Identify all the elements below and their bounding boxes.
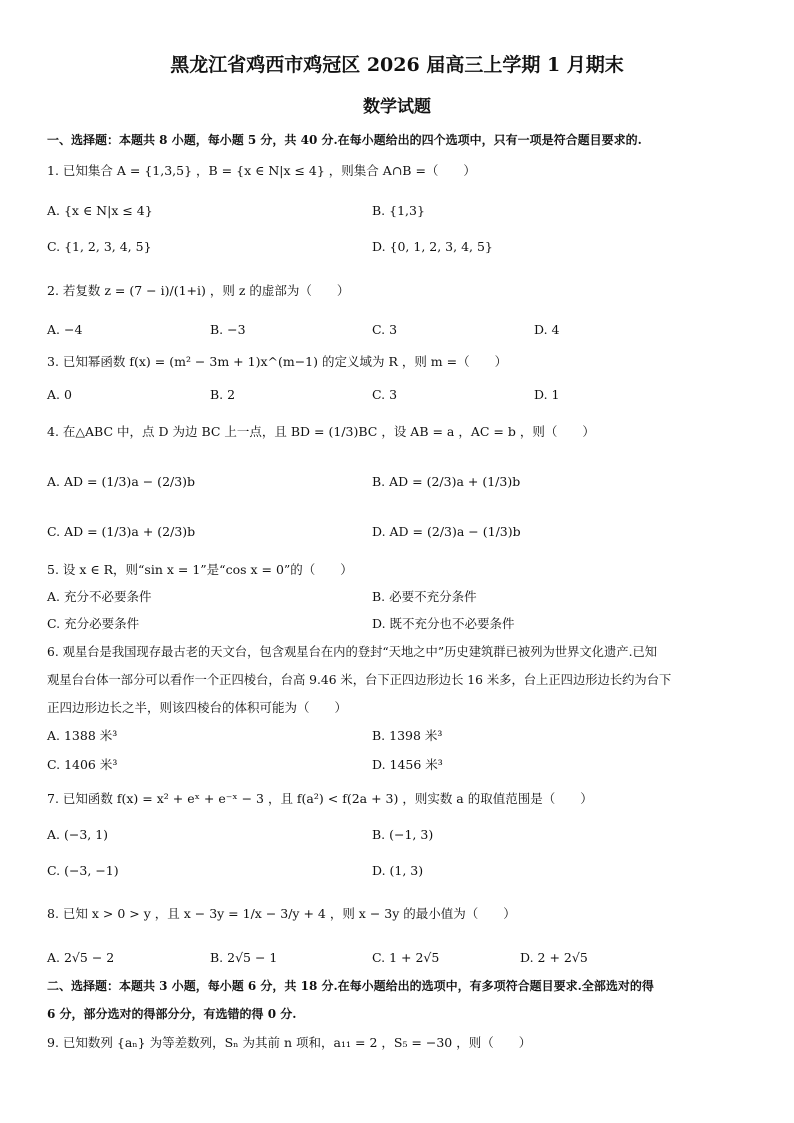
question-3-option-a: A. 0 — [47, 387, 72, 402]
question-4-option-b: B. AD = (2/3)a + (1/3)b — [372, 474, 521, 489]
question-6-option-a: A. 1388 米³ — [47, 728, 118, 743]
question-5-stem: 5. 设 x ∈ R，则“sin x = 1”是“cos x = 0”的（ ） — [47, 562, 353, 577]
question-7-option-a: A. (−3, 1) — [47, 827, 109, 842]
question-8-option-c: C. 1 + 2√5 — [372, 950, 440, 965]
question-5-option-d: D. 既不充分也不必要条件 — [372, 616, 515, 631]
question-5-option-a: A. 充分不必要条件 — [47, 589, 152, 604]
question-8-stem: 8. 已知 x > 0 > y ，且 x − 3y = 1/x − 3/y + 4 ，则 x − 3y 的最小值为（ ） — [47, 906, 516, 921]
question-6-line-2: 观星台台体一部分可以看作一个正四棱台，台高 9.46 米，台下正四边形边长 16 米多，台上正四边形边长约为台下 — [47, 673, 672, 687]
question-4-option-d: D. AD = (2/3)a − (1/3)b — [372, 524, 521, 539]
question-4-option-a: A. AD = (1/3)a − (2/3)b — [47, 474, 196, 489]
exam-title: 黑龙江省鸡西市鸡冠区 2026 届高三上学期 1 月期末 — [170, 54, 624, 76]
question-1-option-b: B. {1,3} — [372, 203, 425, 218]
question-4-stem: 4. 在△ABC 中，点 D 为边 BC 上一点，且 BD = (1/3)BC ，设 AB = a ，AC = b ，则（ ） — [47, 424, 595, 439]
question-4-option-c: C. AD = (1/3)a + (2/3)b — [47, 524, 196, 539]
question-8-option-a: A. 2√5 − 2 — [47, 950, 115, 965]
question-7-option-b: B. (−1, 3) — [372, 827, 434, 842]
question-6-option-d: D. 1456 米³ — [372, 757, 443, 772]
question-3-option-c: C. 3 — [372, 387, 398, 402]
question-8-option-d: D. 2 + 2√5 — [520, 950, 588, 965]
question-5-option-c: C. 充分必要条件 — [47, 616, 140, 631]
question-5-option-b: B. 必要不充分条件 — [372, 589, 477, 604]
question-7-option-d: D. (1, 3) — [372, 863, 424, 878]
question-3-option-d: D. 1 — [534, 387, 560, 402]
question-1-option-a: A. {x ∈ N|x ≤ 4} — [47, 203, 153, 218]
question-2-option-d: D. 4 — [534, 322, 560, 337]
exam-subtitle: 数学试题 — [363, 97, 431, 117]
section-heading-2-line-2: 6 分，部分选对的得部分分，有选错的得 0 分. — [47, 1007, 297, 1021]
question-7-option-c: C. (−3, −1) — [47, 863, 119, 878]
question-7-stem: 7. 已知函数 f(x) = x² + eˣ + e⁻ˣ − 3 ，且 f(a²) < f(2a + 3) ，则实数 a 的取值范围是（ ） — [47, 791, 593, 806]
section-heading-1: 一、选择题：本题共 8 小题，每小题 5 分，共 40 分.在每小题给出的四个选项中，只有一项是符合题目要求的. — [47, 133, 642, 147]
question-8-option-b: B. 2√5 − 1 — [210, 950, 278, 965]
question-9-stem: 9. 已知数列 {aₙ} 为等差数列，Sₙ 为其前 n 项和，a₁₁ = 2 ，S₅ = −30 ，则（ ） — [47, 1035, 532, 1050]
question-6-option-b: B. 1398 米³ — [372, 728, 443, 743]
question-6-option-c: C. 1406 米³ — [47, 757, 118, 772]
question-1-option-d: D. {0, 1, 2, 3, 4, 5} — [372, 239, 493, 254]
question-3-option-b: B. 2 — [210, 387, 236, 402]
question-6-line-3: 正四边形边长之半，则该四棱台的体积可能为（ ） — [47, 700, 348, 715]
section-heading-2-line-1: 二、选择题：本题共 3 小题，每小题 6 分，共 18 分.在每小题给出的选项中，有多项符合题目要求.全部选对的得 — [47, 979, 654, 993]
question-3-stem: 3. 已知幂函数 f(x) = (m² − 3m + 1)x^(m−1) 的定义域为 R ，则 m =（ ） — [47, 354, 508, 369]
question-1-option-c: C. {1, 2, 3, 4, 5} — [47, 239, 152, 254]
question-2-option-a: A. −4 — [47, 322, 83, 337]
question-2-option-c: C. 3 — [372, 322, 398, 337]
question-2-stem: 2. 若复数 z = (7 − i)/(1+i) ，则 z 的虚部为（ ） — [47, 283, 350, 298]
question-2-option-b: B. −3 — [210, 322, 246, 337]
question-1-stem: 1. 已知集合 A = {1,3,5} ，B = {x ∈ N|x ≤ 4} ，则集合 A∩B =（ ） — [47, 163, 476, 178]
question-6-line-1: 6. 观星台是我国现存最古老的天文台，包含观星台在内的登封“天地之中”历史建筑群已被列为世界文化遗产.已知 — [47, 645, 658, 659]
